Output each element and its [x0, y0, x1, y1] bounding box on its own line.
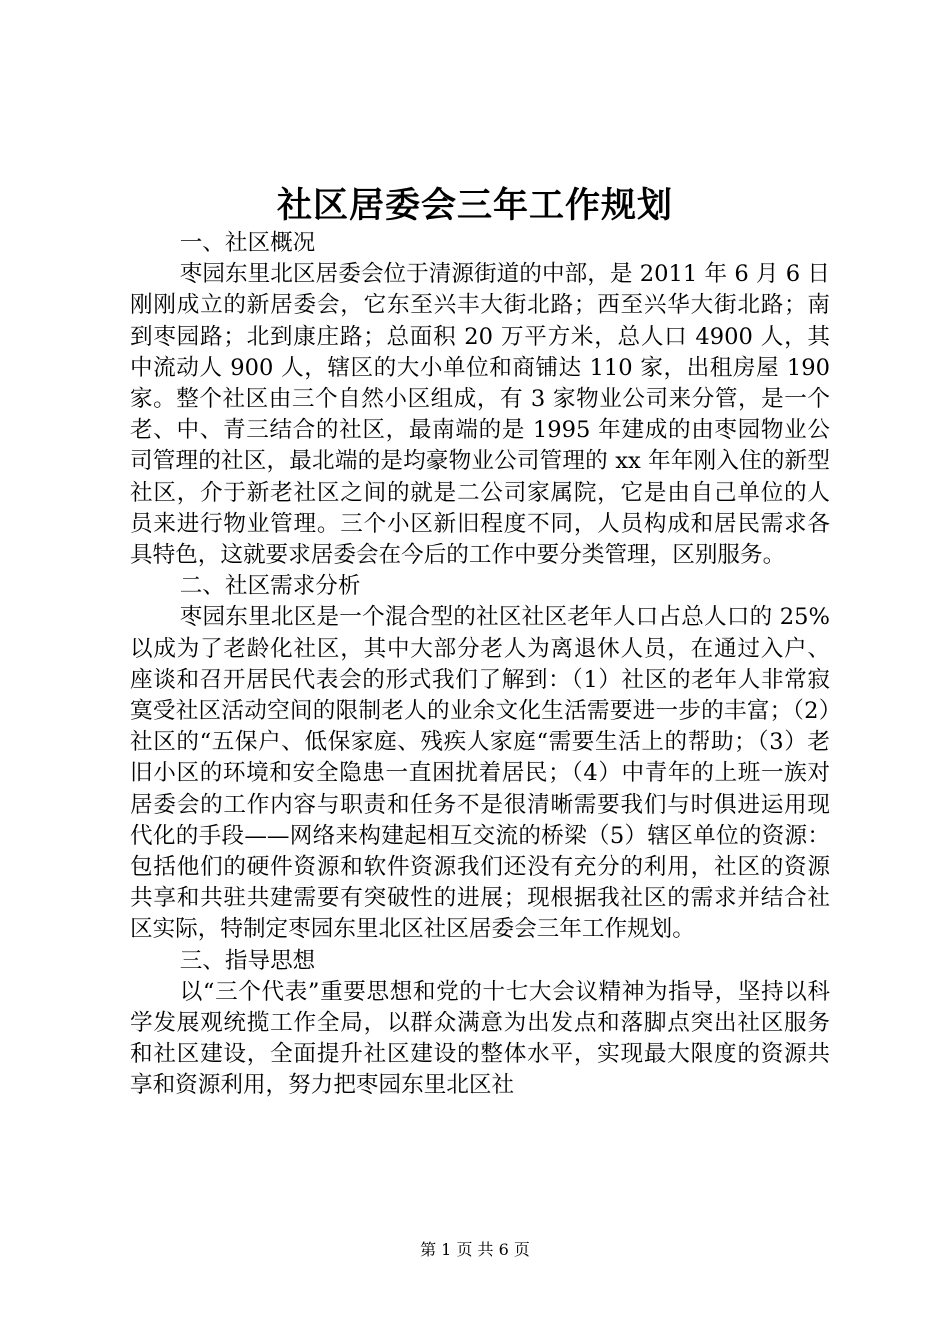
- paragraph-needs-analysis: 枣园东里北区是一个混合型的社区社区老年人口占总人口的 25%以成为了老龄化社区，其中大部分老人为离退休人员，在通过入户、座谈和召开居民代表会的形式我们了解到：（1）社区的老年人非常寂寞受社区活动空间的限制老人的业余文化生活需要进一步的丰富；（2）社区的“五保户、低保家庭、残疾人家庭“需要生活上的帮助；（3）老旧小区的环境和安全隐患一直困扰着居民；（4）中青年的上班一族对居委会的工作内容与职责和任务不是很清晰需要我们与时俱进运用现代化的手段——网络来构建起相互交流的桥梁（5）辖区单位的资源：包括他们的硬件资源和软件资源我们还没有充分的利用，社区的资源共享和共驻共建需要有突破性的进展；现根据我社区的需求并结合社区实际，特制定枣园东里北区社区居委会三年工作规划。: [130, 604, 830, 943]
- document-title: 社区居委会三年工作规划: [276, 185, 673, 226]
- section-heading-needs-analysis: 二、社区需求分析: [179, 573, 361, 600]
- page-number-footer: 第 1 页 共 6 页: [420, 1240, 530, 1259]
- paragraph-guiding-ideology: 以“三个代表”重要思想和党的十七大会议精神为指导，坚持以科学发展观统揽工作全局，以群众满意为出发点和落脚点突出社区服务和社区建设，全面提升社区建设的整体水平，实现最大限度的资源共享和资源利用，努力把枣园东里北区社: [130, 978, 830, 1099]
- section-heading-overview: 一、社区概况: [179, 230, 316, 256]
- section-heading-guiding-ideology: 三、指导思想: [179, 947, 316, 974]
- document-body: [130, 228, 830, 1102]
- paragraph-overview: 枣园东里北区居委会位于清源街道的中部，是 2011 年 6 月 6 日刚刚成立的新居委会，它东至兴丰大街北路；西至兴华大街北路；南到枣园路；北到康庄路；总面积 20 万平方米，总人口 4900 人，其中流动人 900 人，辖区的大小单位和商铺达 110 家，出租房屋 190 家。整个社区由三个自然小区组成，有 3 家物业公司来分管，是一个老、中、青三结合的社区，最南端的是 1995 年建成的由枣园物业公司管理的社区，最北端的是均豪物业公司管理的 xx 年年刚入住的新型社区，介于新老社区之间的就是二公司家属院，它是由自己单位的人员来进行物业管理。三个小区新旧程度不同，人员构成和居民需求各具特色，这就要求居委会在今后的工作中要分类管理，区别服务。: [130, 261, 830, 569]
